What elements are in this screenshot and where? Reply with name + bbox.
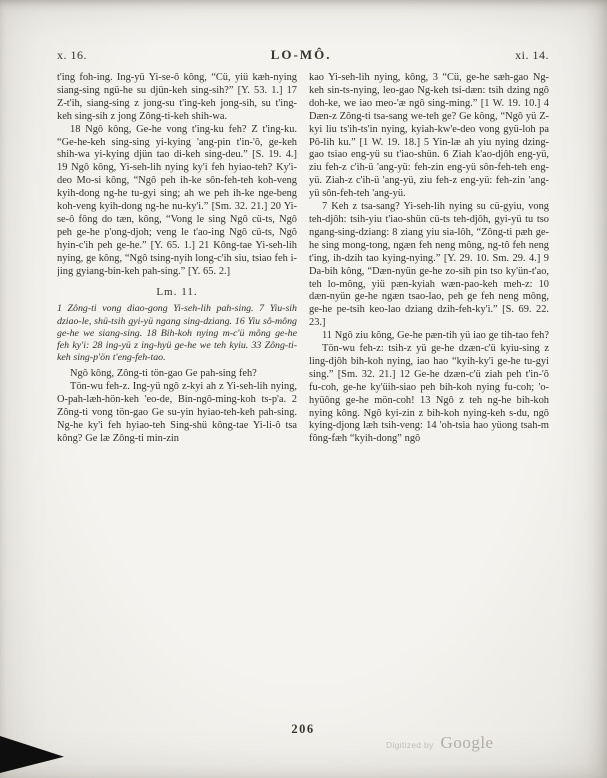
google-logo-text: Google: [440, 733, 494, 752]
paragraph: kao Yi-seh-lih nying, kông, 3 “Cü, ge-he sæh-gao Ng-keh sin-ts-nying, leo-gao Ng-keh tsi-dæn: tsih dzing ngô doh-ke, we iao meo-'æ ngô sing-ming.” [1 W. 19. 10.] 4 Dæn-z Zông-ti tsa-sang we-teh ge? Ge kông, “Ngô yü Z-kyi liu ts'ih-ts'in nying, kyiah-kw'e-deo vong gyü-loh pa Pô-lih ku.” [1 W. 19. 18.] 5 Yin-læ ah yiu nying dzing-gao tsiao eng-yü su t'iao-shün. 6 Ziah k'ao-djôh eng-yü, ziu feh-z c'ih-ü 'ang-yü: feh-zin eng-yü sôn-feh-teh eng-yü. Ziah-z c'ih-ü 'ang-yü, ziu feh-z eng-yü: feh-zin 'ang-yü sôn-feh-teh 'ang-yü.: [309, 72, 549, 200]
header-right-verse-ref: xi. 14.: [515, 48, 549, 62]
chapter-summary: 1 Zông-ti vong diao-gong Yi-seh-lih pah-sing. 7 Yiu-sih dziao-le, shü-tsih gyi-yü ngang sing-dziang. 16 Yiu sô-mông ge-he we siang-sing. 18 Bih-koh nying m-c'ü mông ge-he feh ky'i: 28 ing-yü z ing-hyü ge-he we teh kyiu. 33 Zông-ti-keh sing-p'ön t'eng-feh-tao.: [57, 303, 297, 364]
right-column: [309, 72, 549, 720]
digitized-watermark: [386, 733, 494, 753]
header-left-verse-ref: x. 16.: [57, 48, 87, 62]
paragraph: t'ing foh-ing. Ing-yü Yi-se-ô kông, “Cü, yiü kæh-nying siang-sing ngü-he su djün-keh sing-sih?” [Y. 53. 1.] 17 Z-t'ih, siang-sing z jong-su t'ing-keh jong-sih, su t'ing-keh sing-sih z jong Zông-ti-keh shih-wa.: [57, 72, 297, 122]
watermark-prefix-text: Digitized by: [386, 740, 434, 750]
header-book-title: LO-MÔ.: [270, 47, 332, 62]
running-header: [57, 47, 549, 63]
paragraph: Ngô kông, Zông-ti tön-gao Ge pah-sing feh?: [70, 368, 257, 380]
page-corner-shadow: [0, 736, 64, 773]
chapter-heading: Lm. 11.: [156, 285, 198, 298]
paragraph: 18 Ngô kông, Ge-he vong t'ing-ku feh? Z t'ing-ku. “Ge-he-keh sing-sing yi-kying 'ang-pin t'in-'ô, ge-keh shih-wa yi-kying djün tao di-keh sing-deu.” [S. 19. 4.] 19 Ngô kông, Yi-seh-lih nying ky'i feh hyiao-teh? Ky'i-deo Mo-si kông, “Ngô peh ih-ke sôn-feh-teh koh-veng kyih-dong ng-he tu-gyi sing; ah we peh ih-ke nge-beng koh-veng kyih-dong ng-he nu-ky'i.” [Sm. 32. 21.] 20 Yi-se-ô fông do tæn, kông, “Vong le sing Ngô cü-ts, Ngô peh ge-he p'ong-djoh; veng le t'ao-ing Ngô cü-ts, Ngô hyin-c'ih peh ge-he.” [Y. 65. 1.] 21 Kông-tae Yi-seh-lih nying, ge kông, “Ngô tsing-nyih long-c'ih siu, tsiao feh i-jing gyiang-bin-keh pah-sing.” [Y. 65. 2.]: [57, 123, 297, 277]
left-column: [57, 72, 297, 720]
paragraph: Tön-wu feh-z. Ing-yü ngô z-kyi ah z Yi-seh-lih nying, O-pah-læh-hön-keh 'eo-de, Bin-ngô-ming-koh ts-p'a. 2 Zông-ti vong tön-gao Ge su-yin hyiao-teh-keh pah-sing. Ng-he ky'i feh hyiao-teh Sing-shü kông-tae Yi-li-ô tsa kông? Ge læ Zông-ti min-zin: [57, 381, 297, 444]
paragraph: Tön-wu feh-z: tsih-z yü ge-he dzæn-c'ü kyiu-sing z ling-djôh bih-koh nying, iao hao “kyih-ky'i ge-he tu-gyi sing.” [Sm. 32. 21.] 12 Ge-he dzæn-c'ü ziah peh t'in-'ô fu-coh, ge-he ky'üih-siao peh bih-koh nying fu-coh; 'o-hyüông ge-he mön-coh! 13 Ngô z teh ng-he bih-koh nying kông. Ngô kyi-zin z bih-koh nying-keh s-du, ngô kying-djong læh tsih-veng: 14 'oh-tsia hao yüong tsah-m fông-fæh “kyih-dong” ngô: [309, 343, 549, 445]
paragraph: 7 Keh z tsa-sang? Yi-seh-lih nying su cü-gyiu, vong teh-djôh: tsih-yiu t'iao-shün cü-ts teh-djôh, gyi-yü tu tso ngang-sing-dziang: 8 ziang yiu sia-lôh, “Zông-ti pæh ge-he sing mong-tong, ngæn feh neng mông, ng-tô feh neng t'ing, ih-dzih tao kying-nying.” [Y. 29. 10. Sm. 29. 4.] 9 Da-bih kông, “Dæn-nyün ge-he zo-sih pin tso ky'ün-t'ao, teh lo-mông, yiü pæn-kyiah wæn-pao-keh meh-z: 10 dæn-nyün ge-he ngæn tsao-lao, peh ge feh neng mông, ge-he pe-tsih keo-lao dziang dzih-feh-ky'i.” [S. 69. 22. 23.]: [309, 201, 549, 329]
paragraph: 11 Ngô ziu kông, Ge-he pæn-tih yü iao ge tih-tao feh?: [322, 330, 549, 342]
text-columns: [57, 72, 549, 720]
page-number: 206: [291, 722, 315, 736]
